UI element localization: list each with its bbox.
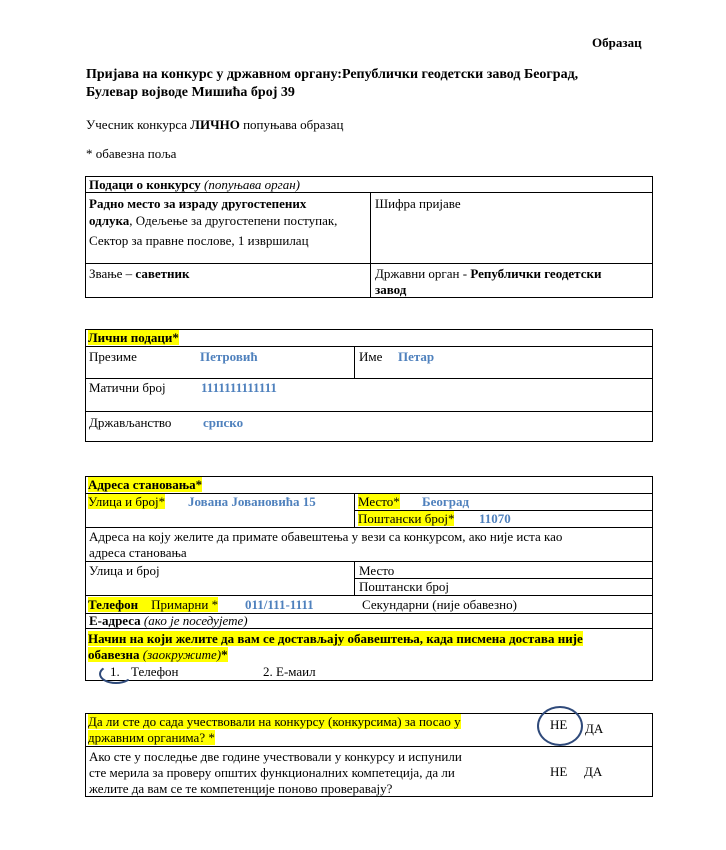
form-label: Образац — [592, 35, 642, 50]
citizenship-label: Држављанство — [89, 415, 172, 430]
question2-line1: Ако сте у последње две године учествовали у конкурсу и испунили — [89, 749, 462, 764]
alt-postal-label[interactable]: Поштански број — [359, 579, 449, 594]
position-title-line2: одлука, Одељење за другостепени поступак, — [89, 213, 338, 228]
alt-address-note-line1: Адреса на коју желите да примате обавештења у вези са конкурсом, ако није иста као — [89, 529, 563, 544]
option-phone-number: 1. — [110, 664, 120, 679]
alt-city-label[interactable]: Место — [359, 563, 395, 578]
email-row: Е-адреса (ако је поседујете) — [89, 613, 248, 628]
street-value[interactable]: Јована Јовановића 15 — [188, 494, 316, 509]
question1-no-circle-mark — [537, 706, 583, 746]
city-value[interactable]: Београд — [422, 494, 470, 509]
form-title-line2: Булевар војводе Мишића број 39 — [86, 85, 295, 100]
postal-value[interactable]: 11070 — [479, 511, 511, 526]
surname-value[interactable]: Петровић — [200, 349, 258, 364]
position-title-line1: Радно место за израду другостепених — [89, 196, 307, 211]
alt-address-note-line2: адреса становања — [89, 545, 187, 560]
application-code-label: Шифра пријаве — [375, 196, 461, 211]
first-name-value[interactable]: Петар — [398, 349, 435, 364]
phone-primary-value[interactable]: 011/111-1111 — [245, 597, 314, 612]
competition-heading: Подаци о конкурсу (попуњава орган) — [89, 177, 301, 192]
position-title-line3: Сектор за правне послове, 1 извршилац — [89, 233, 309, 248]
first-name-label: Име — [359, 349, 383, 364]
delivery-method-line1: Начин на који желите да вам се достављају обавештења, када писмена достава није — [88, 631, 583, 646]
phone-row: Телефон Примарни * — [88, 597, 219, 612]
street-label: Улица и број* — [88, 494, 166, 509]
city-label: Место* — [358, 494, 400, 509]
question1-no-option[interactable]: НЕ — [550, 717, 568, 732]
postal-label: Поштански број* — [358, 511, 455, 526]
state-organ-line1: Државни орган - Републички геодетски — [375, 266, 602, 281]
alt-street-label[interactable]: Улица и број — [89, 563, 160, 578]
question2-line3: желите да вам се те компетенције поново проверавају? — [89, 781, 393, 796]
option-email-label[interactable]: 2. Е-маил — [263, 664, 316, 679]
rank-field: Звање – саветник — [89, 266, 190, 281]
question1-line2: државним органима? * — [88, 730, 215, 745]
question1-line1: Да ли сте до сада учествовали на конкурсу (конкурсима) за посао у — [88, 714, 461, 729]
phone-secondary-label: Секундарни (није обавезно) — [362, 597, 517, 612]
question1-yes-option[interactable]: ДА — [585, 721, 604, 736]
question2-yes-option[interactable]: ДА — [584, 764, 603, 779]
state-organ-line2: завод — [375, 282, 407, 297]
jmbg-value[interactable]: 1111111111111 — [201, 380, 277, 395]
question2-line2: сте мерила за проверу општих функционалних компетеција, да ли — [89, 765, 455, 780]
option-phone-circle-mark — [99, 664, 133, 684]
address-heading: Адреса становања* — [88, 477, 203, 492]
form-title-line1: Пријава на конкурс у државном органу:Републички геодетски завод Београд, — [86, 67, 579, 82]
required-fields-note: * обавезна поља — [86, 146, 177, 161]
citizenship-value[interactable]: српско — [203, 415, 244, 430]
option-phone-label[interactable]: Телефон — [131, 664, 179, 679]
jmbg-label: Матични број — [89, 380, 166, 395]
personal-heading: Лични подаци* — [88, 330, 179, 345]
surname-label: Презиме — [89, 349, 137, 364]
question2-no-option[interactable]: НЕ — [550, 764, 568, 779]
participant-note: Учесник конкурса ЛИЧНО попуњава образац — [86, 117, 344, 132]
delivery-method-line2: обавезна (заокружите)* — [88, 647, 228, 662]
